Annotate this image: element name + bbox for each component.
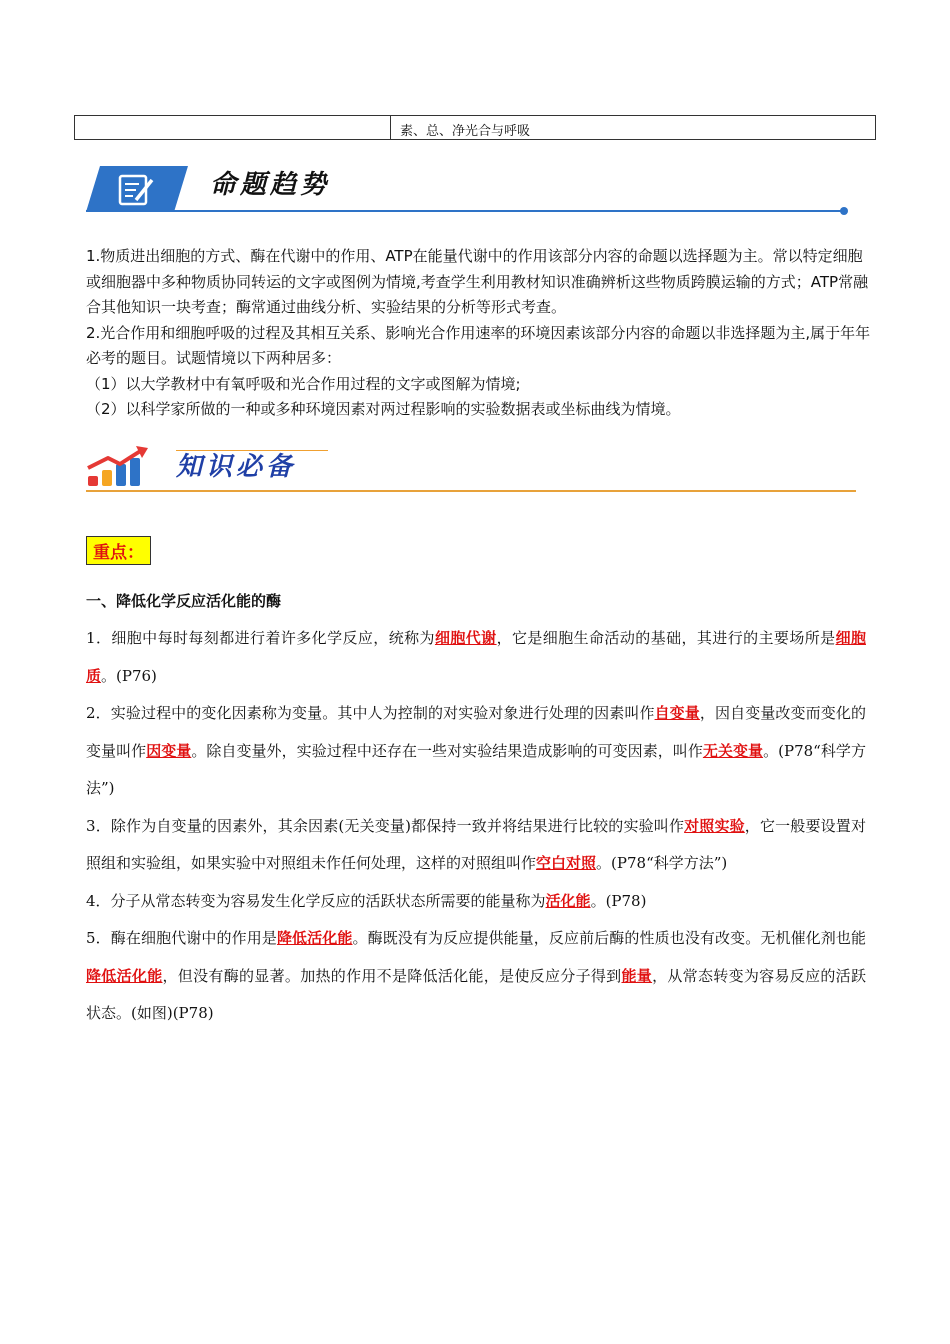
key-term: 因变量 xyxy=(146,741,192,760)
intro-text xyxy=(86,244,872,423)
key-points-badge: 重点： xyxy=(86,536,151,565)
item-text: 1．细胞中每时每刻都进行着许多化学反应，统称为 xyxy=(86,629,435,647)
item-text: 2．实验过程中的变化因素称为变量。其中人为控制的对实验对象进行处理的因素叫作 xyxy=(86,704,655,722)
item-text: 5．酶在细胞代谢中的作用是 xyxy=(86,929,277,947)
topic-title: 一、降低化学反应活化能的酶 xyxy=(86,592,282,610)
intro-paragraph: （2）以科学家所做的一种或多种环境因素对两过程影响的实验数据表或坐标曲线为情境。 xyxy=(86,400,681,418)
item-text: ，它是细胞生命活动的基础，其进行的主要场所是 xyxy=(496,629,836,647)
intro-paragraph: 1.物质进出细胞的方式、酶在代谢中的作用、ATP在能量代谢中的作用该部分内容的命题以选择题为主。常以特定细胞或细胞器中多种物质协同转运的文字或图例为情境,考查学生利用教材知识准确辨析这些物质跨膜运输的方式；ATP常融合其他知识一块考查；酶常通过曲线分析、实验结果的分析等形式考查。 xyxy=(86,247,869,316)
section-title-trend: 命题趋势 xyxy=(210,170,331,200)
knowledge-item xyxy=(86,883,866,921)
item-text: 。(P78“科学方法”) xyxy=(596,854,728,872)
growth-chart-icon xyxy=(86,446,154,488)
item-text: 3．除作为自变量的因素外，其余因素(无关变量)都保持一致并将结果进行比较的实验叫作 xyxy=(86,816,685,835)
item-text: 。(P78“科学方法”) xyxy=(86,741,866,797)
section-title-knowledge: 知识必备 xyxy=(176,452,297,482)
table-divider xyxy=(390,116,391,139)
item-text: 。除自变量外，实验过程中还存在一些对实验结果造成影响的可变因素，叫作 xyxy=(191,741,703,760)
knowledge-item xyxy=(86,808,866,883)
item-text: 。(P78) xyxy=(590,891,647,910)
knowledge-item xyxy=(86,620,866,695)
key-term: 对照实验 xyxy=(684,816,745,835)
item-text: ，因自变量改变而变化的变量叫作 xyxy=(86,704,866,760)
item-text: 。酶既没有为反应提供能量，反应前后酶的性质也没有改变。无机催化剂也能 xyxy=(352,929,866,947)
key-term: 能量 xyxy=(621,966,653,985)
table-cell: 素、总、净光合与呼吸 xyxy=(400,124,531,139)
key-term: 无关变量 xyxy=(702,741,764,760)
intro-paragraph: 2.光合作用和细胞呼吸的过程及其相互关系、影响光合作用速率的环境因素该部分内容的命题以非选择题为主,属于年年必考的题目。试题情境以下两种居多： xyxy=(86,323,871,367)
item-text: ，从常态转变为容易反应的活跃状态。(如图)(P78) xyxy=(86,966,866,1022)
divider-end-dot xyxy=(840,207,848,215)
key-term: 空白对照 xyxy=(536,854,597,872)
item-text: 。(P76) xyxy=(101,666,157,685)
section-divider xyxy=(86,210,846,212)
notepad-pencil-icon xyxy=(86,166,188,212)
item-text: 4．分子从常态转变为容易发生化学反应的活跃状态所需要的能量称为 xyxy=(86,891,546,910)
key-term: 降低活化能 xyxy=(276,929,353,947)
item-text: ，但没有酶的显著。加热的作用不是降低活化能，是使反应分子得到 xyxy=(162,966,622,985)
key-term: 活化能 xyxy=(545,891,591,910)
knowledge-item xyxy=(86,920,866,1033)
key-term: 自变量 xyxy=(654,704,700,722)
intro-paragraph: （1）以大学教材中有氧呼吸和光合作用过程的文字或图解为情境; xyxy=(86,374,521,393)
knowledge-items xyxy=(86,620,866,1033)
key-term: 细胞质 xyxy=(86,629,866,685)
key-term: 降低活化能 xyxy=(86,966,163,985)
knowledge-item xyxy=(86,695,866,808)
section-divider xyxy=(86,490,856,492)
item-text: ，它一般要设置对照组和实验组，如果实验中对照组未作任何处理，这样的对照组叫作 xyxy=(86,816,866,872)
key-term: 细胞代谢 xyxy=(434,629,497,647)
table-fragment xyxy=(74,115,876,140)
